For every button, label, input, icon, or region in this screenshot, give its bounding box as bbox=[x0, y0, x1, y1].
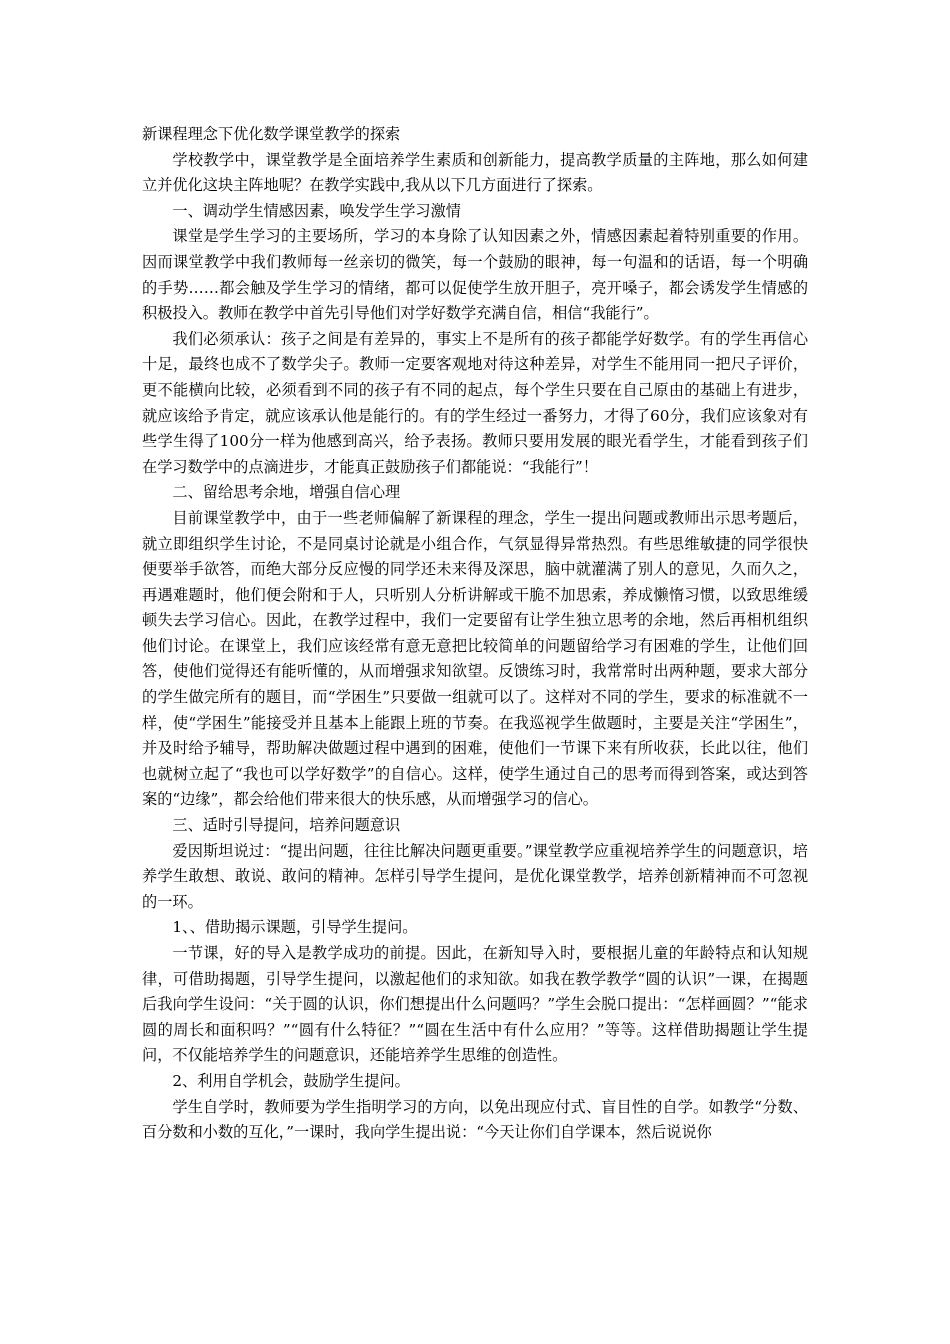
section-heading-3: 三、适时引导提问，培养问题意识 bbox=[172, 816, 401, 835]
paragraph: 课堂是学生学习的主要场所，学习的本身除了认知因素之外，情感因素起着特别重要的作用。因而课堂教学中我们教师每一丝亲切的微笑，每一个鼓励的眼神，每一句温和的话语，每一个明确的手势……都会触及学生学习的情绪，都可以促使学生放开胆子，亮开嗓子，都会诱发学生情感的积极投入。教师在教学中首先引导他们对学好数学充满自信，相信“我能行”。 bbox=[142, 227, 808, 323]
subsection-heading-2: 2、利用自学机会，鼓励学生提问。 bbox=[172, 1071, 410, 1090]
intro-paragraph: 学校教学中，课堂教学是全面培养学生素质和创新能力，提高教学质量的主阵地，那么如何建立并优化这块主阵地呢？在教学实践中,我从以下几方面进行了探索。 bbox=[142, 150, 808, 195]
paragraph: 学生自学时，教师要为学生指明学习的方向，以免出现应付式、盲目性的自学。如教学“分数、百分数和小数的互化，”一课时，我向学生提出说：“今天让你们自学课本，然后说说你 bbox=[142, 1097, 808, 1142]
document-title: 新课程理念下优化数学课堂教学的探索 bbox=[142, 125, 401, 143]
paragraph: 我们必须承认：孩子之间是有差异的，事实上不是所有的孩子都能学好数学。有的学生再信心十足，最终也成不了数学尖子。教师一定要客观地对待这种差异，对学生不能用同一把尺子评价，更不能横向比较，必须看到不同的孩子有不同的起点，每个学生只要在自己原由的基础上有进步，就应该给予肯定，就应该承认他是能行的。有的学生经过一番努力，才得了60分，我们应该象对有些学生得了100分一样为他感到高兴，给予表扬。教师只要用发展的眼光看学生，才能看到孩子们在学习数学中的点滴进步，才能真正鼓励孩子们都能说：“我能行”！ bbox=[142, 329, 808, 476]
paragraph: 一节课，好的导入是教学成功的前提。因此，在新知导入时，要根据儿童的年龄特点和认知规律，可借助揭题，引导学生提问，以激起他们的求知欲。如我在教学教学“圆的认识”一课，在揭题后我向学生设问：“关于圆的认识，你们想提出什么问题吗？”学生会脱口提出：“怎样画圆？”“能求圆的周长和面积吗？”“圆有什么特征？”“圆在生活中有什么应用？”等等。这样借助揭题让学生提问，不仅能培养学生的问题意识，还能培养学生思维的创造性。 bbox=[142, 944, 808, 1065]
section-heading-1: 一、调动学生情感因素，唤发学生学习激情 bbox=[172, 201, 461, 220]
subsection-heading-1: 1、、借助揭示课题，引导学生提问。 bbox=[172, 918, 418, 937]
document-page bbox=[142, 122, 808, 1146]
paragraph: 爱因斯坦说过：“提出问题，往往比解决问题更重要。”课堂教学应重视培养学生的问题意识，培养学生敢想、敢说、敢问的精神。怎样引导学生提问，是优化课堂教学，培养创新精神而不可忽视的一环。 bbox=[142, 841, 808, 911]
paragraph: 目前课堂教学中，由于一些老师偏解了新课程的理念，学生一提出问题或教师出示思考题后，就立即组织学生讨论，不是同桌讨论就是小组合作，气氛显得异常热烈。有些思维敏捷的同学很快便要举手欲答，而绝大部分反应慢的同学还未来得及深思，脑中就灌满了别人的意见，久而久之，再遇难题时，他们便会附和于人，只听别人分析讲解或干脆不加思索，养成懒惰习惯，以致思维缓顿失去学习信心。因此，在教学过程中，我们一定要留有让学生独立思考的余地，然后再相机组织他们讨论。在课堂上，我们应该经常有意无意把比较简单的问题留给学习有困难的学生，让他们回答，使他们觉得还有能听懂的，从而增强求知欲望。反馈练习时，我常常时出两种题，要求大部分的学生做完所有的题目，而“学困生”只要做一组就可以了。这样对不同的学生，要求的标准就不一样，使“学困生”能接受并且基本上能跟上班的节奏。在我巡视学生做题时，主要是关注“学困生”，并及时给予辅导，帮助解决做题过程中遇到的困难，使他们一节课下来有所收获，长此以往，他们也就树立起了“我也可以学好数学”的自信心。这样，使学生通过自己的思考而得到答案，或达到答案的“边缘”，都会给他们带来很大的快乐感，从而增强学习的信心。 bbox=[142, 508, 808, 809]
section-heading-2: 二、留给思考余地，增强自信心理 bbox=[172, 483, 401, 502]
